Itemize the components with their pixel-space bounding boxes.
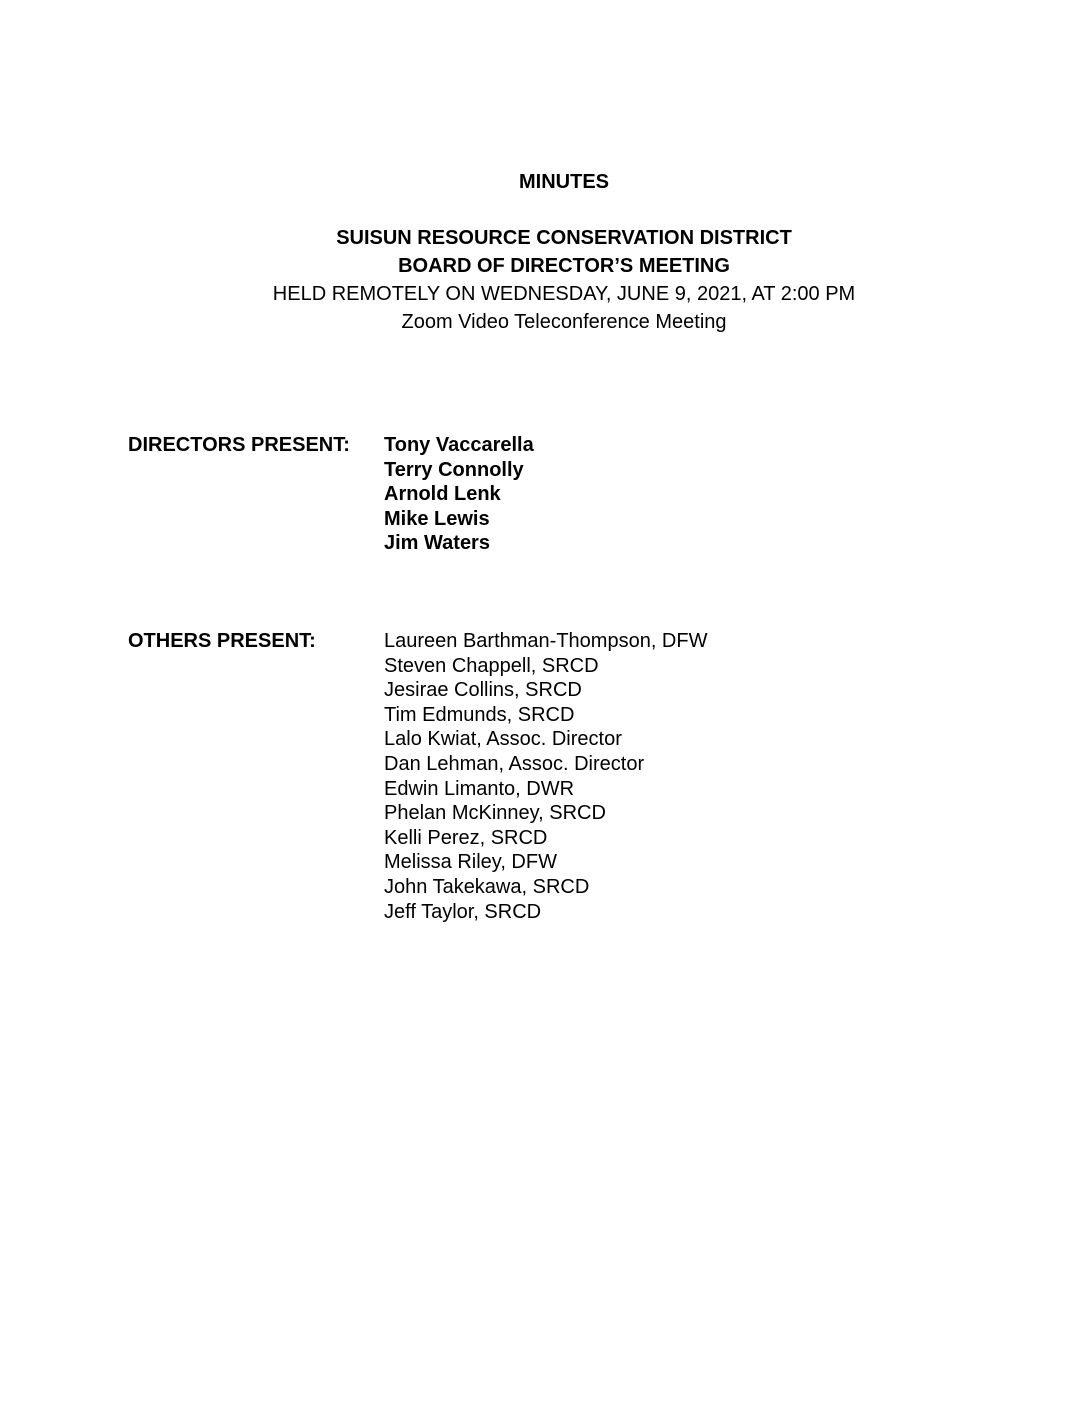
attendee-name: Melissa Riley, DFW xyxy=(384,851,557,874)
attendee-name: Dan Lehman, Assoc. Director xyxy=(384,752,645,775)
attendee-name: Lalo Kwiat, Assoc. Director xyxy=(384,728,622,751)
attendee-name: Laureen Barthman-Thompson, DFW xyxy=(384,630,708,652)
meeting-name: BOARD OF DIRECTOR’S MEETING xyxy=(398,255,730,277)
directors-present-label: DIRECTORS PRESENT: xyxy=(128,434,350,456)
meeting-date-time: HELD REMOTELY ON WEDNESDAY, JUNE 9, 2021, AT 2:00 PM xyxy=(272,283,856,305)
document-title: MINUTES xyxy=(519,171,609,193)
meeting-venue: Zoom Video Teleconference Meeting xyxy=(401,311,727,333)
attendee-name: Steven Chappell, SRCD xyxy=(384,654,599,677)
attendee-name: John Takekawa, SRCD xyxy=(384,875,590,898)
attendee-name: Jesirae Collins, SRCD xyxy=(384,679,582,702)
attendee-name: Kelli Perez, SRCD xyxy=(384,826,548,849)
director-name: Tony Vaccarella xyxy=(384,434,534,456)
director-name: Mike Lewis xyxy=(384,507,490,530)
director-name: Terry Connolly xyxy=(384,458,524,481)
others-present-list xyxy=(384,629,707,924)
others-present-label: OTHERS PRESENT: xyxy=(128,630,316,652)
attendee-name: Edwin Limanto, DWR xyxy=(384,777,575,800)
directors-present-list xyxy=(384,433,534,556)
attendee-name: Phelan McKinney, SRCD xyxy=(384,802,606,825)
attendee-name: Jeff Taylor, SRCD xyxy=(384,900,542,923)
director-name: Arnold Lenk xyxy=(384,483,501,506)
organization-name: SUISUN RESOURCE CONSERVATION DISTRICT xyxy=(336,227,792,249)
attendee-name: Tim Edmunds, SRCD xyxy=(384,703,575,726)
director-name: Jim Waters xyxy=(384,532,490,555)
